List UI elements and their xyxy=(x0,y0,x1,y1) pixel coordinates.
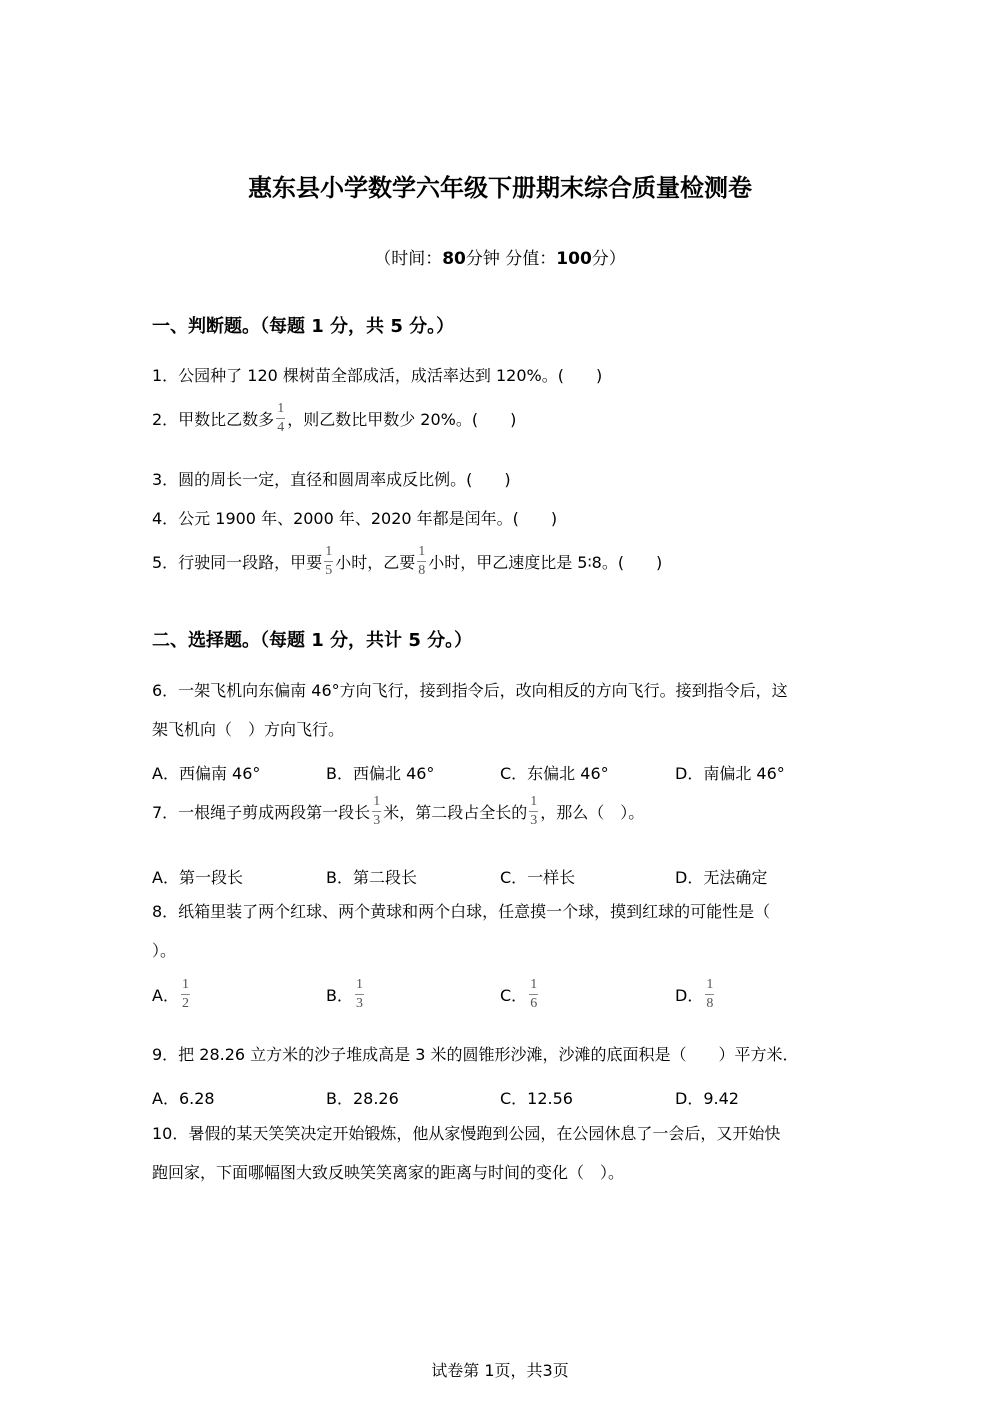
question-7-text-end: ，那么（ ）。 xyxy=(540,803,645,822)
question-6-option-c: C．东偏北 46° xyxy=(500,764,609,783)
question-9-option-b: B．28.26 xyxy=(326,1089,399,1108)
option-label: D． xyxy=(675,986,704,1005)
fraction xyxy=(181,978,190,1011)
question-8-option-d xyxy=(675,977,716,1013)
fraction-numerator: 1 xyxy=(276,402,285,419)
question-1: 1．公园种了 120 棵树苗全部成活，成活率达到 120%。( ) xyxy=(152,366,603,385)
question-8-option-c xyxy=(500,977,540,1013)
question-8-option-b xyxy=(326,977,366,1013)
time-value: 80 xyxy=(442,249,466,269)
fraction xyxy=(355,978,364,1011)
question-2 xyxy=(152,401,517,437)
fraction xyxy=(276,402,285,435)
fraction-denominator: 3 xyxy=(373,813,381,828)
question-5-text: 5．行驶同一段路，甲要 xyxy=(152,553,323,572)
section-heading-multiple-choice: 二、选择题。（每题 1 分，共计 5 分。） xyxy=(152,630,473,651)
question-7-option-d: D．无法确定 xyxy=(675,868,768,887)
fraction-denominator: 3 xyxy=(355,996,363,1011)
page-title: 惠东县小学数学六年级下册期末综合质量检测卷 xyxy=(248,174,752,202)
fraction xyxy=(372,795,381,828)
question-6-option-d: D．南偏北 46° xyxy=(675,764,785,783)
question-5-text-mid: 小时，乙要 xyxy=(335,553,416,572)
question-8-option-a xyxy=(152,977,192,1013)
section-heading-true-false: 一、判断题。（每题 1 分，共 5 分。） xyxy=(152,316,455,337)
question-9-option-c: C．12.56 xyxy=(500,1089,573,1108)
page-footer: 试卷第 1页，共3页 xyxy=(431,1361,569,1380)
fraction-numerator: 1 xyxy=(529,795,538,812)
fraction-denominator: 2 xyxy=(181,996,189,1011)
fraction-denominator: 8 xyxy=(418,563,426,578)
question-5-text-end: 小时，甲乙速度比是 5∶8。( ) xyxy=(428,553,663,572)
score-label: 分钟 分值： xyxy=(465,249,557,269)
question-2-text: 2．甲数比乙数多 xyxy=(152,410,275,429)
fraction-denominator: 3 xyxy=(530,813,538,828)
fraction-numerator: 1 xyxy=(181,978,190,995)
question-6-option-b: B．西偏北 46° xyxy=(326,764,435,783)
question-3: 3．圆的周长一定，直径和圆周率成反比例。( ) xyxy=(152,470,511,489)
fraction-numerator: 1 xyxy=(529,978,538,995)
question-8-line-1: 8．纸箱里装了两个红球、两个黄球和两个白球，任意摸一个球，摸到红球的可能性是（ xyxy=(152,902,771,921)
question-7-option-c: C．一样长 xyxy=(500,868,576,887)
question-9-option-d: D．9.42 xyxy=(675,1089,739,1108)
fraction-denominator: 4 xyxy=(277,420,285,435)
question-10-line-1: 10．暑假的某天笑笑决定开始锻炼，他从家慢跑到公园，在公园休息了一会后，又开始快 xyxy=(152,1124,781,1143)
fraction xyxy=(417,545,426,578)
option-label: B． xyxy=(326,986,353,1005)
fraction-numerator: 1 xyxy=(417,545,426,562)
question-9: 9．把 28.26 立方米的沙子堆成高是 3 米的圆锥形沙滩，沙滩的底面积是（ ）平方米． xyxy=(152,1045,799,1064)
fraction-numerator: 1 xyxy=(324,545,333,562)
score-unit: 分） xyxy=(591,249,626,269)
question-4: 4．公元 1900 年、2000 年、2020 年都是闰年。( ) xyxy=(152,509,558,528)
score-value: 100 xyxy=(556,249,592,269)
fraction-denominator: 5 xyxy=(325,563,333,578)
option-label: A． xyxy=(152,986,179,1005)
question-6-option-a: A．西偏南 46° xyxy=(152,764,261,783)
fraction-denominator: 8 xyxy=(706,996,714,1011)
fraction xyxy=(529,978,538,1011)
time-label: （时间： xyxy=(374,249,443,269)
question-2-text-end: ，则乙数比甲数少 20%。( ) xyxy=(287,410,517,429)
fraction-numerator: 1 xyxy=(355,978,364,995)
question-8-line-2: ）。 xyxy=(152,941,177,960)
question-9-option-a: A．6.28 xyxy=(152,1089,215,1108)
fraction-numerator: 1 xyxy=(705,978,714,995)
fraction xyxy=(529,795,538,828)
fraction-numerator: 1 xyxy=(372,795,381,812)
question-6-line-2: 架飞机向（ ）方向飞行。 xyxy=(152,720,345,739)
option-label: C． xyxy=(500,986,528,1005)
exam-info xyxy=(0,244,1000,269)
question-5 xyxy=(152,544,663,580)
question-7-option-a: A．第一段长 xyxy=(152,868,243,887)
question-10-line-2: 跑回家，下面哪幅图大致反映笑笑离家的距离与时间的变化（ ）。 xyxy=(152,1163,625,1182)
question-6-line-1: 6．一架飞机向东偏南 46°方向飞行，接到指令后，改向相反的方向飞行。接到指令后，这 xyxy=(152,681,788,700)
fraction-denominator: 6 xyxy=(530,996,538,1011)
question-7-text-mid: 米，第二段占全长的 xyxy=(383,803,528,822)
question-7-option-b: B．第二段长 xyxy=(326,868,417,887)
fraction xyxy=(324,545,333,578)
question-7-text: 7．一根绳子剪成两段第一段长 xyxy=(152,803,371,822)
question-7 xyxy=(152,794,645,830)
fraction xyxy=(705,978,714,1011)
